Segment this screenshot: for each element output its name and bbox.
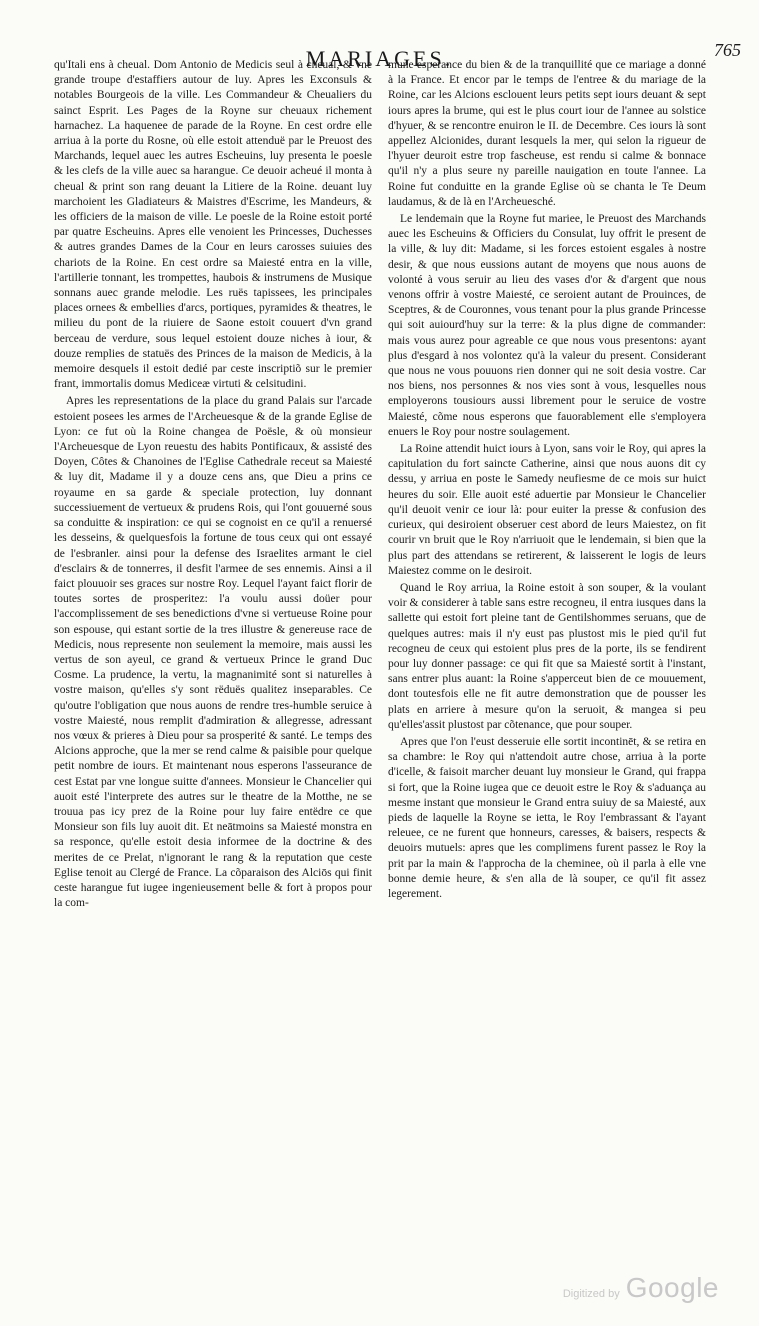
- paragraph: mune esperance du bien & de la tranquillité que ce mariage a donné à la France. Et encor par le temps de l'entree & du mariage de la Roine, car les Alcions esclouent leurs petits sept iours deuant & sept iours apres la brume, qui est le plus court iour de l'annee au solstice d'hyuer, & se rencontre enuiron le II. de Decembre. Ces iours là sont appellez Alcionides, durant lesquels la mer, qui selon la rigueur de l'hyuer deuroit estre trop fascheuse, est rendu si calme & bonnace qu'il n'y a plus seure ny pareille nauigation en toute l'annee. La Roine fut conduitte en la grande Eglise où se chanta le Te Deum laudamus, & de là en l'Archeuesché.: [388, 59, 706, 208]
- paragraph: qu'Itali ens à cheual. Dom Antonio de Medicis seul à cheual, & vne grande troupe d'estaffiers autour de luy. Apres les Exconsuls & notables Bourgeois de la ville. Les Commandeur & Cheualiers du sainct Esprit. Les Pages de la Royne sur cheuaux richement harnachez. La haquenee de parade de la Royne. En cest ordre elle arriua à la porte du Rosne, où elle estoit attenduë par le Preuost des Marchands, lequel auec les autres Escheuins, luy presenta le poesle & les clefs de la ville auec sa harangue. Ce deuoir acheué il monta à cheual & print son rang deuant la Litiere de la Roine. deuant luy marchoient les Gladiateurs & Maistres d'Escrime, les Mandeurs, & les officiers de la maison de ville. Le poesle de la Roine estoit porté par quatre Escheuins. Apres elle venoient les Princesses, Duchesses & autres grandes Dames de la Cour en leurs carosses suiuies des chariots de la Roine. En cest ordre sa Maiesté entra en la ville, l'artillerie tonnant, les trompettes, haubois & instrumens de Musique sonnans auec grande melodie. Les ruës tapissees, les principales places ornees & embellies d'arcs, portiques, pyramides & theatres, le milieu du pont de la riuiere de Saone estoit couuert d'vn grand berceau de verdure, sous lequel estoient douze niches à iour, & douze remplies de statuës des Princes de la maison de Medicis, à la memoire desquels il estoit dedié par ceste inscriptiõ sur le premier frant, immortalis domus Mediceæ virtuti & celsitudini.: [54, 59, 372, 391]
- paragraph: La Roine attendit huict iours à Lyon, sans voir le Roy, qui apres la capitulation du fort saincte Catherine, ainsi que nous auons dit cy dessu, y arriua en poste le Samedy neufiesme de ce mois sur huict heures du soir. Elle auoit esté aduertie par Monsieur le Chancelier qu'il deuoit venir ce iour là: pour euiter la presse & confusion des curieux, qui desiroient obseruer cest abord de leurs Maiestez, on fit courir vn bruit que le Roy n'arriuoit que le lendemain, si bien que la plus part des attendans se retirerent, & laisserent le logis de leurs Maiestez comme on le desiroit.: [388, 443, 706, 577]
- paragraph: Le lendemain que la Royne fut mariee, le Preuost des Marchands auec les Escheuins & Officiers du Consulat, luy offrit le present de la ville, & luy dit: Madame, si les forces estoient esgales à nostre desir, & que nous eussions autant de moyens que nous auons de volonté à vous seruir au lieu des vases d'or & d'argent que nous venons offrir à vostre Maiesté, ce seroient autant de Prouinces, de Sceptres, & de Couronnes, vous tenant pour la plus grande Princesse qui soit auiourd'huy sur la terre: & la plus digne de commander: mais vous aurez pour agreable ce que nous vous presentons: ayant plus d'esgard à nos volontez qu'à la valeur du present. Considerant que nous ne vous pouuons rien donner qui ne soit desia vostre. Car nos biens, nos personnes & nos vies sont à vous, lesquelles nous employerons tousiours aussi librement pour le seruice de vostre Maiesté, cõme nous esperons que fauorablement elle s'employera enuers le Roy pour nostre soulagement.: [388, 213, 706, 438]
- watermark-prefix: Digitized by: [562, 1288, 620, 1300]
- paragraph: Apres que l'on l'eust desseruie elle sortit incontinēt, & se retira en sa chambre: le Roy qui n'attendoit autre chose, arriua à la porte d'icelle, & faisoit marcher deuant luy monsieur le Grand, qui frappa si fort, que la Roine iugea que ce deuoit estre le Roy & s'aduança au mesme instant que monsieur le Grand entra suiuy de sa Maiesté, aux pieds de laquelle la Royne se ietta, le Roy l'embrassant & l'ayant releuee, ce ne furent que honneurs, caresses, & baisers, respects & deuoirs mutuels: apres que les complimens furent passez le Roy la prit par la main & l'approcha de la cheminee, où il parla à elle vne bonne demie heure, & s'en alla de là souper, ce qu'il fit assez legerement.: [388, 735, 706, 900]
- paragraph: Apres les representations de la place du grand Palais sur l'arcade estoient posees les armes de l'Archeuesque & de la grande Eglise de Lyon: ce fut où la Roine changea de Poësle, & où monsieur l'Archeuesque de Lyon reuestu des habits Pontificaux, & assisté des Doyen, Côtes & Chanoines de l'Eglise Cathedrale receut sa Maiesté & luy dit, Madame il y a douze cens ans, que Dieu a prins ce royaume en sa garde & speciale protection, luy donnant successiuement de vertueux & prudens Rois, qui l'ont gouuerné sous sa conduitte & inspiration: ce qui se cognoist en ce qu'il a renuersé les desseins, & quelquesfois la fortune de tous ceux qui ont essayé de l'esbranler. ainsi pour la defense des Israelites armant le ciel d'esclairs & de tonnerres, il desfit l'armee de ses ennemis. Ainsi a il faict plouuoir ses graces sur nostre Roy. Lequel l'ayant faict florir de toutes sortes de prosperitez: l'a voulu aussi doüer pour l'accomplissement de ses benedictions d'vne si vertueuse Roine pour son espouse, qui estant sortie de la tres illustre & genereuse race de Medicis, nous represente non seulement la memoire, mais aussi les vertus de son ayeul, ce grand & vertueux Prince le grand Duc Cosme. La prudence, la vertu, la magnanimité sont si naturelles à vostre maison, qu'elles s'y sont rëduës qualitez inseparables. Ce qu'outre l'obligation que nous auons de rendre tres-humble seruice à vostre Maiesté, nous remplit d'admiration & allegresse, adressant nos vœux & prieres à Dieu pour sa prosperité & santé. Le temps des Alcions approche, que la mer se rend calme & paisible pour quelque petit nombre de iours. Et maintenant nous esperons l'asseurance de cest Estat par vne longue suitte d'annees. Monsieur le Chancelier qui auoit esté l'interprete des autres sur le theatre de la Motthe, ne se trouua pas icy prez de la Roine pour luy faire entëdre ce que Monsieur son fils luy auoit dit. Et neātmoins sa Maiesté monstra en sa responce, qu'elle estoit desia informee de la doctrine & des merites de ce Prelat, n'ignorant le rang & la reputation que ceste Eglise tenoit au Clergé de France. La cõparaison des Alciōs qui finit ceste harangue fut iugee ingenieusement belle & fort à propos pour la com-: [54, 395, 372, 910]
- running-head: MARIAGES.: [305, 46, 454, 71]
- google-logo: Google: [625, 1272, 719, 1303]
- paragraph: Quand le Roy arriua, la Roine estoit à son souper, & la voulant voir & considerer à table sans estre recogneu, il entra iusques dans la sallette qui estoit fort pleine tant de Gentilshommes seruans, que de quelques autres: mais il n'y eust pas plustost mis le pied qu'il fut recogneu de ceux qui estoient plus pres de la porte, ils se fendirent pour luy donner passage: ce qui fit que sa Maiesté sortit à l'instant, sans entrer plus auant: la Roine s'apperceut bien de ce mouuement, dont toutesfois elle ne fit autre demonstration que de pousser les plats en arriere à mesure qu'on la seruoit, & mangea si peu qu'elles'assit plustost par cõtenance, que pour souper.: [388, 581, 706, 731]
- google-watermark: [563, 1272, 719, 1304]
- left-column: [54, 58, 372, 1170]
- page-number: 765: [714, 40, 741, 60]
- right-column: [388, 58, 706, 1170]
